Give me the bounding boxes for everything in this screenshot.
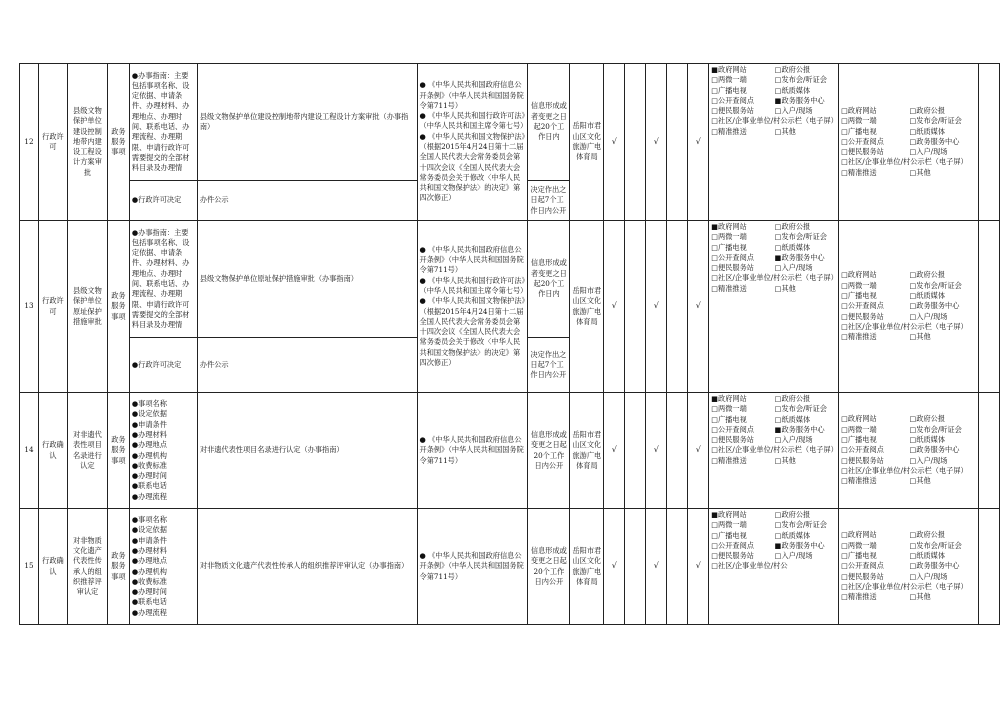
channel-option: □两微一端	[841, 424, 877, 434]
list-item: ● 收费标准	[132, 577, 195, 587]
channel-option: □政府公报	[774, 394, 811, 403]
channel-option: □广播电视	[711, 414, 747, 424]
channel-option: □发布会/听证会	[774, 520, 827, 530]
list-item: ● 申请条件	[132, 536, 195, 546]
row-number: 14	[20, 393, 39, 509]
channel-option: □两微一端	[711, 520, 747, 530]
list-item: ● 办事指南：主要包括事项名称、设定依据、申请条件、办理材料、办理地点、办理时间、联系电话、办理流程、办理期限、申请行政许可需要提交的全部材料目录及办理情	[132, 228, 195, 331]
channel-option: □纸质媒体	[909, 126, 946, 136]
channel-option: □政府公报	[774, 222, 811, 231]
channel-option: □其他	[774, 283, 796, 293]
channel-option: ■政府网站	[711, 394, 747, 403]
list-item: ● 办理流程	[132, 492, 195, 502]
channel-list-secondary	[841, 414, 976, 486]
channel-option: □精准推送	[711, 126, 747, 136]
channel-option: □社区/企事业单位/村公示栏（电子屏）	[841, 465, 968, 475]
channel-option: □政府公报	[909, 270, 946, 280]
matter-category: 政务服务事项	[107, 64, 129, 221]
channel-option: □广播电视	[841, 435, 877, 445]
check-mark	[667, 393, 688, 509]
channel-option: □政务服务中心	[909, 561, 960, 571]
check-mark: √	[604, 221, 625, 393]
disclosure-contents: ●行政许可决定	[129, 338, 197, 393]
spacer-cell	[978, 64, 999, 221]
channel-option: □广播电视	[711, 530, 747, 540]
channel-option: □便民服务站	[841, 147, 884, 157]
check-mark: √	[604, 64, 625, 221]
channel-option: □政府公报	[909, 414, 946, 424]
disclosure-description: 县级文物保护单位建设控制地带内建设工程设计方案审批（办事指南）	[197, 64, 417, 181]
disclosure-time: 信息形成或变更之日起20个工作日内公开	[528, 393, 570, 509]
channel-option: □公开查阅点	[841, 301, 884, 311]
matter-name: 县级文物保护单位原址保护措施审批	[67, 221, 107, 393]
channel-option: □入户/现场	[909, 571, 948, 581]
list-item: ● 事项名称	[132, 515, 195, 525]
channel-option: □社区/企事业单位/村公示栏（电子屏）	[841, 581, 968, 591]
disclosure-time: 信息形成或变更之日起20个工作日内公开	[528, 509, 570, 625]
basis-list	[420, 551, 526, 582]
channel-option: □其他	[774, 126, 796, 136]
channel-list-secondary	[841, 530, 976, 602]
disclosure-description: 对非物质文化遗产代表性传承人的组织推荐评审认定（办事指南）	[197, 509, 417, 625]
channel-option: □广播电视	[711, 242, 747, 252]
disclosure-channels	[709, 221, 839, 393]
channel-option: □其他	[909, 332, 931, 342]
check-mark	[625, 64, 646, 221]
channel-option: □公开查阅点	[841, 136, 884, 146]
disclosure-time: 决定作出之日起7个工作日内公开	[528, 338, 570, 393]
disclosure-subject: 岳阳市君山区文化旅游广电体育局	[570, 509, 604, 625]
channel-option: □公开查阅点	[711, 540, 754, 550]
list-item: ● 办理地点	[132, 440, 195, 450]
channel-option: □纸质媒体	[774, 85, 811, 95]
disclosure-channels	[709, 64, 839, 221]
matter-type: 行政确认	[38, 393, 67, 509]
channel-list-secondary	[841, 270, 976, 342]
channel-option: □两微一端	[711, 404, 747, 414]
channel-option: □发布会/听证会	[774, 404, 827, 414]
channel-option: □纸质媒体	[909, 551, 946, 561]
list-item: ● 《中华人民共和国行政许可法》（中华人民共和国主席令第七号）	[420, 111, 526, 132]
channel-option: □社区/企事业单位/村公示栏（电子屏）	[711, 445, 838, 455]
list-item: ● 办理材料	[132, 546, 195, 556]
matter-name: 对非物质文化遗产代表性传承人的组织推荐评审认定	[67, 509, 107, 625]
list-item: ● 联系电话	[132, 481, 195, 491]
list-item: ● 办理机构	[132, 567, 195, 577]
disclosure-description: 办件公示	[197, 338, 417, 393]
row-number: 13	[20, 221, 39, 393]
channel-option: □纸质媒体	[909, 291, 946, 301]
channel-option: □入户/现场	[774, 435, 813, 445]
disclosure-contents: ●行政许可决定	[129, 181, 197, 221]
contents-list	[132, 515, 195, 618]
check-mark: √	[646, 393, 667, 509]
list-item: ● 设定依据	[132, 525, 195, 535]
channel-option: □精准推送	[841, 592, 877, 602]
channel-option: □两微一端	[841, 116, 877, 126]
channel-option: □入户/现场	[774, 106, 813, 116]
list-item: ● 事项名称	[132, 399, 195, 409]
check-mark: √	[688, 64, 709, 221]
channel-option: □政府公报	[774, 510, 811, 519]
list-item: ● 办理时间	[132, 587, 195, 597]
spacer-cell	[978, 221, 999, 393]
channel-option: □其他	[909, 592, 931, 602]
matter-type: 行政许可	[38, 221, 67, 393]
list-item: ● 办理时间	[132, 471, 195, 481]
channel-option: □政务服务中心	[909, 301, 960, 311]
list-item: ● 办理机构	[132, 451, 195, 461]
table-row	[20, 509, 1000, 625]
table-row	[20, 221, 1000, 338]
channel-option: □广播电视	[841, 126, 877, 136]
matter-name: 县级文物保护单位建设控制地带内建设工程设计方案审批	[67, 64, 107, 221]
spacer-cell	[978, 393, 999, 509]
channel-option: □公开查阅点	[711, 424, 754, 434]
channel-option: □两微一端	[711, 232, 747, 242]
disclosure-channels-secondary	[839, 393, 979, 509]
check-mark: √	[646, 64, 667, 221]
table-row	[20, 64, 1000, 181]
channel-option: □其他	[909, 476, 931, 486]
row-number: 15	[20, 509, 39, 625]
channel-option: □公开查阅点	[841, 445, 884, 455]
list-item: ● 办事指南：主要包括事项名称、设定依据、申请条件、办理材料、办理地点、办理时间、联系电话、办理流程、办理期限、申请行政许可需要提交的全部材料目录及办理情	[132, 71, 195, 174]
list-item: ● 联系电话	[132, 597, 195, 607]
channel-option: □社区/企事业单位/村公示栏（电子屏）	[841, 321, 968, 331]
channel-option: ■政府网站	[711, 222, 747, 231]
table-row	[20, 393, 1000, 509]
list-item: ● 设定依据	[132, 409, 195, 419]
check-mark: √	[688, 221, 709, 393]
channel-option: □精准推送	[711, 283, 747, 293]
legal-basis	[417, 221, 528, 393]
check-mark: √	[604, 509, 625, 625]
channel-option: □便民服务站	[841, 311, 884, 321]
disclosure-description: 对非遗代表性项目名录进行认定（办事指南）	[197, 393, 417, 509]
channel-option: ■政府网站	[711, 510, 747, 519]
disclosure-time: 信息形成或者变更之日起20个工作日内	[528, 221, 570, 338]
check-mark: √	[688, 509, 709, 625]
check-mark	[625, 509, 646, 625]
list-item: ● 《中华人民共和国文物保护法》（根据2015年4月24日第十二届全国人民代表大会常务委员会第十四次会议《全国人民代表大会常务委员会关于修改〈中华人民共和国文物保护法〉的决定》第四次修正）	[420, 132, 526, 204]
channel-option: □纸质媒体	[909, 435, 946, 445]
channel-option: □社区/企事业单位/村公示栏（电子屏）	[711, 116, 838, 126]
matter-type: 行政许可	[38, 64, 67, 221]
spacer-cell	[978, 509, 999, 625]
list-item: ● 《中华人民共和国政府信息公开条例》（中华人民共和国国务院令第711号）	[420, 80, 526, 111]
list-item: ● 办理材料	[132, 430, 195, 440]
list-item: ● 《中华人民共和国文物保护法》（根据2015年4月24日第十二届全国人民代表大会常务委员会第十四次会议《全国人民代表大会常务委员会关于修改〈中华人民共和国文物保护法〉的决定》第四次修正）	[420, 296, 526, 368]
channel-option: □社区/企事业单位/村公示栏（电子屏）	[841, 157, 968, 167]
channel-option: □精准推送	[841, 167, 877, 177]
channel-option: □其他	[909, 167, 931, 177]
list-item: ● 办理流程	[132, 608, 195, 618]
channel-option: □纸质媒体	[774, 530, 811, 540]
channel-option: □公开查阅点	[711, 95, 754, 105]
list-item: ● 《中华人民共和国政府信息公开条例》（中华人民共和国国务院令第711号）	[420, 435, 526, 466]
disclosure-channels	[709, 509, 839, 625]
channel-option: □广播电视	[841, 551, 877, 561]
channel-option: □公开查阅点	[711, 252, 754, 262]
channel-option: □政府网站	[841, 105, 877, 115]
legal-basis	[417, 64, 528, 221]
channel-option: □便民服务站	[841, 455, 884, 465]
channel-option: □其他	[774, 455, 796, 465]
channel-option: □纸质媒体	[774, 242, 811, 252]
channel-option: □两微一端	[711, 75, 747, 85]
disclosure-time: 信息形成或者变更之日起20个工作日内	[528, 64, 570, 181]
channel-option: □便民服务站	[711, 106, 754, 116]
channel-option: □广播电视	[841, 291, 877, 301]
disclosure-channels	[709, 393, 839, 509]
disclosure-channels-secondary	[839, 64, 979, 221]
channel-option: □发布会/听证会	[774, 232, 827, 242]
matter-category: 政务服务事项	[107, 221, 129, 393]
channel-option: □便民服务站	[841, 571, 884, 581]
disclosure-table	[19, 63, 1000, 625]
disclosure-subject: 岳阳市君山区文化旅游广电体育局	[570, 221, 604, 393]
check-mark	[667, 64, 688, 221]
channel-option: □便民服务站	[711, 551, 754, 561]
check-mark: √	[646, 509, 667, 625]
channel-option: □便民服务站	[711, 263, 754, 273]
disclosure-contents	[129, 221, 197, 338]
channel-option: □纸质媒体	[774, 414, 811, 424]
channel-option: □政务服务中心	[909, 136, 960, 146]
list-item: ● 申请条件	[132, 420, 195, 430]
contents-list	[132, 228, 195, 331]
channel-option: □两微一端	[841, 280, 877, 290]
channel-option: □政府公报	[909, 105, 946, 115]
disclosure-subject: 岳阳市君山区文化旅游广电体育局	[570, 393, 604, 509]
check-mark: √	[646, 221, 667, 393]
check-mark	[667, 509, 688, 625]
channel-option: □入户/现场	[909, 455, 948, 465]
channel-option: □精准推送	[841, 476, 877, 486]
channel-option: □政府公报	[909, 530, 946, 540]
channel-list	[711, 394, 836, 466]
disclosure-subject: 岳阳市君山区文化旅游广电体育局	[570, 64, 604, 221]
channel-option: ■政务服务中心	[774, 95, 825, 105]
disclosure-contents	[129, 509, 197, 625]
list-item: ● 收费标准	[132, 461, 195, 471]
matter-category: 政务服务事项	[107, 509, 129, 625]
check-mark	[625, 393, 646, 509]
disclosure-channels-secondary	[839, 509, 979, 625]
channel-option: □便民服务站	[711, 435, 754, 445]
channel-list	[711, 222, 836, 294]
check-mark	[625, 221, 646, 393]
disclosure-description: 办件公示	[197, 181, 417, 221]
contents-list	[132, 399, 195, 502]
legal-basis	[417, 393, 528, 509]
channel-option: □发布会/听证会	[909, 280, 962, 290]
basis-list	[420, 80, 526, 204]
matter-type: 行政确认	[38, 509, 67, 625]
row-number: 12	[20, 64, 39, 221]
channel-list	[711, 65, 836, 137]
channel-option: □政务服务中心	[909, 445, 960, 455]
channel-option: □精准推送	[711, 455, 747, 465]
channel-option: □发布会/听证会	[909, 424, 962, 434]
check-mark: √	[604, 393, 625, 509]
channel-option: □入户/现场	[909, 311, 948, 321]
channel-option: □政府公报	[774, 65, 811, 74]
disclosure-description: 县级文物保护单位原址保护措施审批（办事指南）	[197, 221, 417, 338]
channel-option: ■政务服务中心	[774, 540, 825, 550]
channel-option: □两微一端	[841, 540, 877, 550]
legal-basis	[417, 509, 528, 625]
contents-list	[132, 71, 195, 174]
disclosure-channels-secondary	[839, 221, 979, 393]
disclosure-time: 决定作出之日起7个工作日内公开	[528, 181, 570, 221]
channel-option: □入户/现场	[909, 147, 948, 157]
channel-list	[711, 510, 836, 572]
list-item: ● 《中华人民共和国政府信息公开条例》（中华人民共和国国务院令第711号）	[420, 245, 526, 276]
channel-option: □政府网站	[841, 270, 877, 280]
list-item: ● 办理地点	[132, 556, 195, 566]
channel-option: □入户/现场	[774, 263, 813, 273]
channel-option: □广播电视	[711, 85, 747, 95]
channel-option: □社区/企事业单位/村公示栏（电子屏）	[711, 273, 838, 283]
matter-name: 对非遗代表性项目名录进行认定	[67, 393, 107, 509]
disclosure-contents	[129, 64, 197, 181]
matter-category: 政务服务事项	[107, 393, 129, 509]
basis-list	[420, 435, 526, 466]
channel-option: ■政务服务中心	[774, 252, 825, 262]
channel-option: □政府网站	[841, 414, 877, 424]
channel-option: □发布会/听证会	[909, 116, 962, 126]
channel-option: □精准推送	[841, 332, 877, 342]
channel-option: □社区/企事业单位/村公	[711, 561, 788, 571]
channel-option: □发布会/听证会	[909, 540, 962, 550]
channel-option: □入户/现场	[774, 551, 813, 561]
channel-option: ■政务服务中心	[774, 424, 825, 434]
list-item: ● 《中华人民共和国行政许可法》（中华人民共和国主席令第七号）	[420, 276, 526, 297]
list-item: ● 《中华人民共和国政府信息公开条例》（中华人民共和国国务院令第711号）	[420, 551, 526, 582]
channel-option: □政府网站	[841, 530, 877, 540]
channel-option: □发布会/听证会	[774, 75, 827, 85]
check-mark	[667, 221, 688, 393]
basis-list	[420, 245, 526, 369]
channel-option: ■政府网站	[711, 65, 747, 74]
check-mark: √	[688, 393, 709, 509]
disclosure-contents	[129, 393, 197, 509]
channel-list-secondary	[841, 106, 976, 178]
channel-option: □公开查阅点	[841, 561, 884, 571]
